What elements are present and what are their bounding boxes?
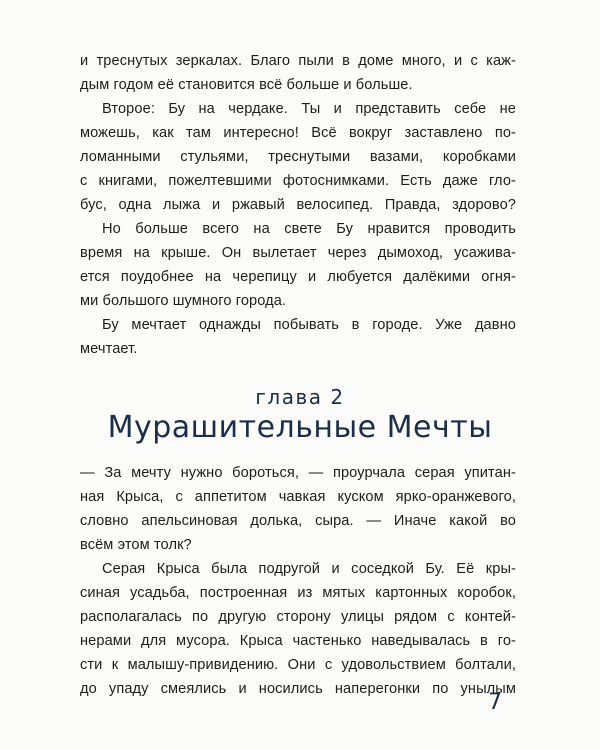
- text-line: сти к малышу-привидению. Они с удовольствием болтали,: [80, 657, 516, 673]
- text-line: Серая Крыса была подругой и соседкой Бу. Её кры-: [102, 561, 516, 577]
- text-line: бус, одна лыжа и ржавый велосипед. Правда, здорово?: [80, 197, 516, 213]
- text-line: ми большого шумного города.: [80, 293, 287, 309]
- text-line: время на крыше. Он вылетает через дымоход, усажива-: [80, 245, 516, 261]
- text-line: нерами для мусора. Крыса частенько наведывалась в го-: [80, 633, 516, 649]
- text-line: дым годом её становится всё больше и больше.: [80, 77, 413, 93]
- text-line: с книгами, пожелтевшими фотоснимками. Есть даже гло-: [80, 173, 516, 189]
- text-line: располагалась по другую сторону улицы рядом с контей-: [80, 609, 516, 625]
- chapter-title: Мурашительные Мечты: [107, 410, 493, 445]
- text-line: можешь, как там интересно! Всё вокруг заставлено по-: [80, 125, 516, 141]
- text-line: и треснутых зеркалах. Благо пыли в доме много, и с каж-: [80, 53, 516, 69]
- bottom-text-block: [80, 461, 516, 701]
- text-line: Но больше всего на свете Бу нравится проводить: [102, 221, 516, 237]
- top-text-block: [80, 49, 516, 361]
- text-line: ная Крыса, с аппетитом чавкая куском ярко-оранжевого,: [80, 489, 516, 505]
- text-line: ломанными стульями, треснутыми вазами, коробками: [80, 149, 516, 165]
- text-line: Бу мечтает однажды побывать в городе. Уже давно: [102, 317, 516, 333]
- page-number: 7: [488, 690, 502, 715]
- text-line: всём этом толк?: [80, 537, 192, 553]
- chapter-label: глава 2: [255, 385, 345, 409]
- text-line: — За мечту нужно бороться, — проурчала серая упитан-: [80, 465, 516, 481]
- text-line: ется поудобнее на черепицу и любуется далёкими огня-: [80, 269, 516, 285]
- text-line: Второе: Бу на чердаке. Ты и представить себе не: [102, 101, 516, 117]
- text-line: до упаду смеялись и носились наперегонки по унылым: [80, 681, 516, 697]
- text-line: словно апельсиновая долька, сыра. — Иначе какой во: [80, 513, 516, 529]
- text-line: мечтает.: [80, 341, 138, 357]
- text-line: синая усадьба, построенная из мятых картонных коробок,: [80, 585, 516, 601]
